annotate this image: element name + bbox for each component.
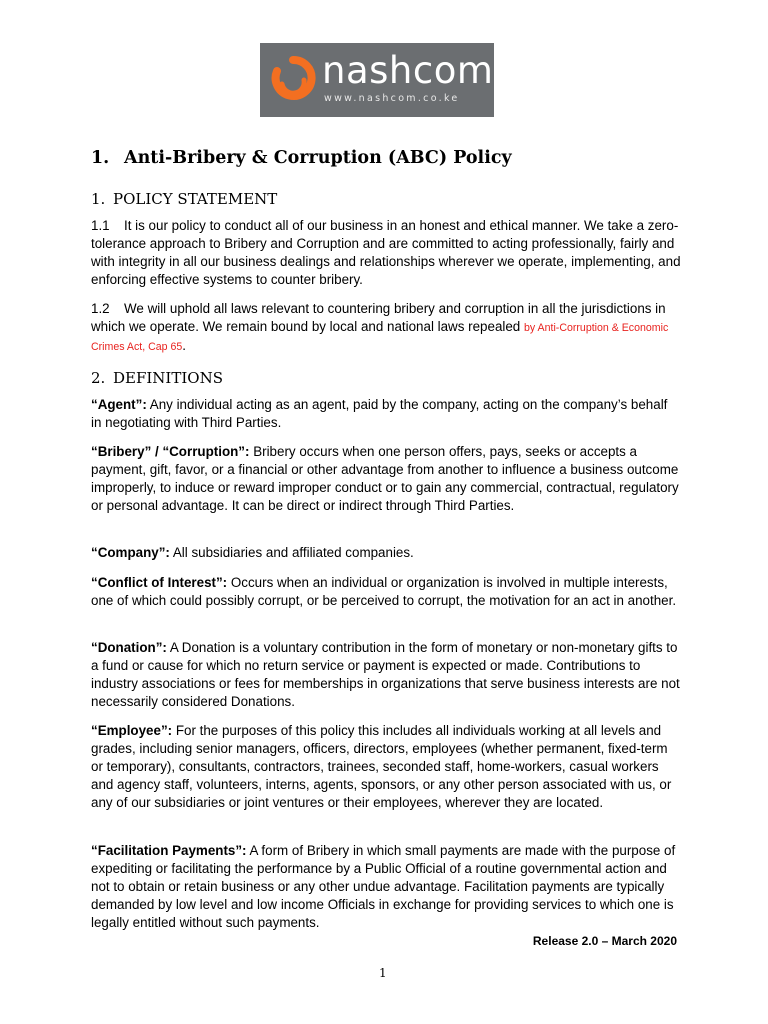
definition-text: All subsidiaries and affiliated companies. (169, 545, 414, 560)
definition-text: A Donation is a voluntary contribution in the form of monetary or non-monetary gifts to a fund or cause for which no return service or payment is expected or made. Contributions to industry associations or fees for memberships in organizations that serve business interests are not necessarily considered Donations. (91, 640, 680, 709)
definition-text: Occurs when an individual or organization is involved in multiple interests, one of which could possibly corrupt, or be perceived to corrupt, the motivation for an act in another. (91, 575, 677, 608)
heading-number: 1. (91, 148, 110, 168)
paragraph-text: We will uphold all laws relevant to countering bribery and corruption in all the jurisdictions in which we operate. We remain bound by local and national laws repealed (91, 301, 666, 334)
definition-term: “Donation”: (91, 640, 167, 655)
definition-agent (91, 396, 681, 432)
paragraph-number: 1.2 (91, 301, 110, 316)
definition-text: Any individual acting as an agent, paid by the company, acting on the company’s behalf in negotiating with Third Parties. (91, 397, 668, 430)
definition-text: For the purposes of this policy this includes all individuals working at all levels and grades, including senior managers, officers, directors, employees (whether permanent, fixed-term or temporary), consultants, contractors, trainees, seconded staff, home-workers, casual workers and agency staff, volunteers, interns, agents, sponsors, or any other person associated with us, or any of our subsidiaries or joint ventures or their employees, wherever they are located. (91, 723, 672, 810)
definition-bribery (91, 443, 681, 515)
definition-conflict-of-interest (91, 574, 681, 610)
definition-employee (91, 722, 681, 812)
definition-term: “Agent”: (91, 397, 147, 412)
section-title: DEFINITIONS (113, 369, 223, 387)
legal-reference: by Anti-Corruption & Economic Crimes Act, Cap 65 (91, 322, 669, 353)
release-note: Release 2.0 – March 2020 (532, 934, 677, 948)
heading-title: Anti-Bribery & Corruption (ABC) Policy (124, 148, 512, 168)
definition-term: “Bribery” / “Corruption”: (91, 444, 250, 459)
paragraph-end: . (182, 338, 186, 353)
definition-term: “Employee”: (91, 723, 173, 738)
section-title: POLICY STATEMENT (113, 190, 278, 208)
paragraph-number: 1.1 (91, 218, 110, 233)
nashcom-logo-icon (270, 54, 316, 106)
paragraph-text: It is our policy to conduct all of our business in an honest and ethical manner. We take a zero-tolerance approach to Bribery and Corruption and are committed to acting professionally, fairly and with integrity in all our business dealings and relationships wherever we operate, implementing, and enforcing effective systems to counter bribery. (91, 218, 681, 287)
definition-text: A form of Bribery in which small payments are made with the purpose of expediting or facilitating the performance by a Public Official of a routine governmental action and not to obtain or retain business or any other undue advantage. Facilitation payments are typically demanded by low level and low income Officials in exchange for providing services to which one is legally entitled without such payments. (91, 843, 676, 930)
document-heading (91, 148, 512, 168)
company-logo (260, 43, 494, 117)
definition-facilitation-payments (91, 842, 681, 932)
logo-wordmark: nashcom (322, 49, 494, 92)
definition-term: “Company”: (91, 545, 170, 560)
section-heading-policy-statement (91, 190, 277, 208)
definition-term: “Facilitation Payments”: (91, 843, 247, 858)
definition-company (91, 544, 681, 562)
section-number: 1. (91, 190, 106, 208)
definition-term: “Conflict of Interest”: (91, 575, 228, 590)
section-number: 2. (91, 369, 106, 387)
section-heading-definitions (91, 369, 223, 387)
definition-donation (91, 639, 681, 711)
page-number: 1 (379, 966, 387, 980)
logo-url: www.nashcom.co.ke (324, 93, 460, 104)
paragraph-1-1 (91, 217, 681, 289)
paragraph-1-2 (91, 300, 681, 356)
definition-text: Bribery occurs when one person offers, pays, seeks or accepts a payment, gift, favor, or a financial or other advantage from another to influence a business outcome improperly, to induce or reward improper conduct or to gain any commercial, contractual, regulatory or personal advantage. It can be direct or indirect through Third Parties. (91, 444, 679, 513)
